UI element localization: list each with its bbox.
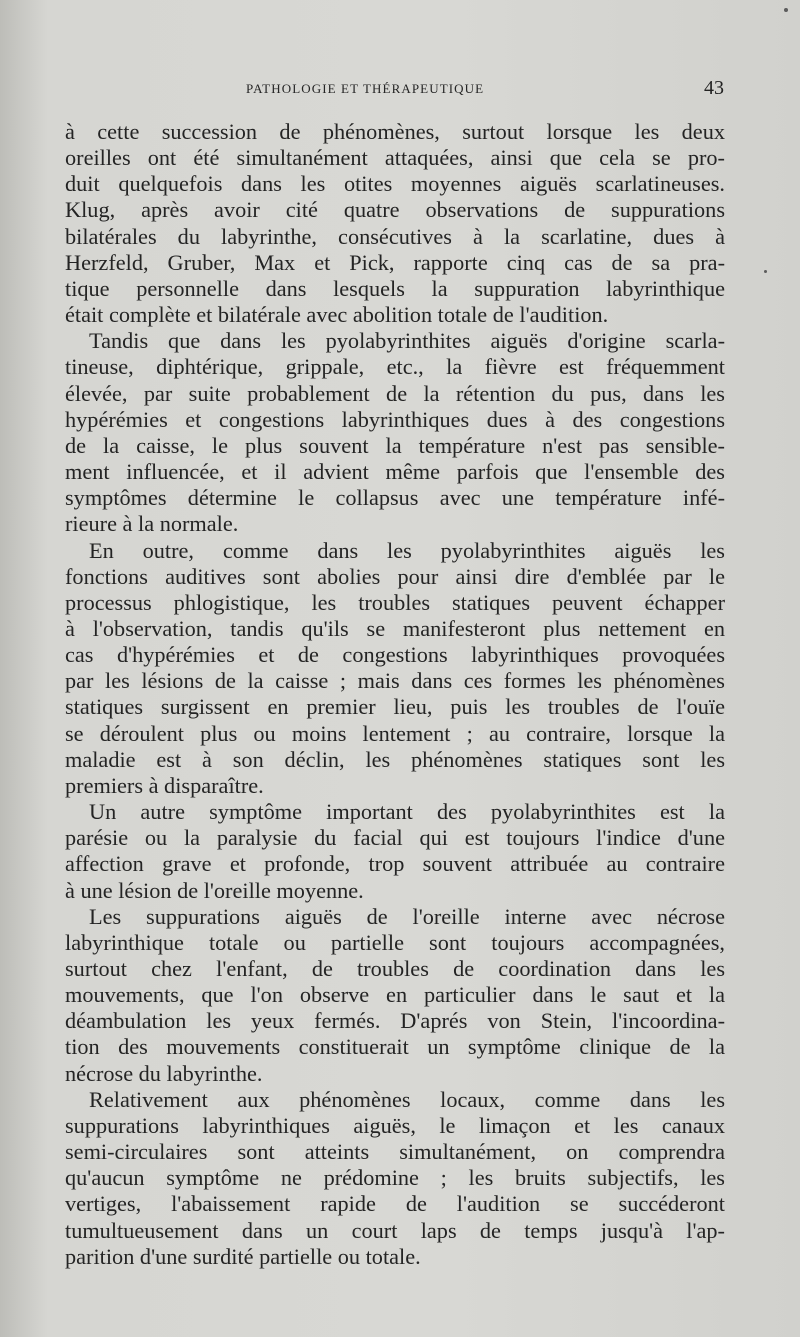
text-line: par les lésions de la caisse ; mais dans ces formes les phénomènes (65, 668, 725, 694)
text-line: Klug, après avoir cité quatre observations de suppurations (65, 197, 725, 223)
page-header (70, 79, 724, 101)
text-line: Herzfeld, Gruber, Max et Pick, rapporte cinq cas de sa pra- (65, 249, 725, 275)
text-line: symptômes détermine le collapsus avec une température infé- (65, 485, 725, 511)
text-line: rieure à la normale. (65, 511, 239, 537)
text-line: statiques surgissent en premier lieu, puis les troubles de l'ouïe (65, 694, 725, 720)
text-line: hypérémies et congestions labyrinthiques dues à des congestions (65, 406, 725, 432)
text-line: tion des mouvements constituerait un symptôme clinique de la (65, 1034, 725, 1060)
running-title: PATHOLOGIE ET THÉRAPEUTIQUE (246, 81, 485, 96)
text-line: semi-circulaires sont atteints simultanément, on comprendra (65, 1139, 725, 1165)
text-line: à cette succession de phénomènes, surtout lorsque les deux (65, 119, 725, 144)
text-line: qu'aucun symptôme ne prédomine ; les bruits subjectifs, les (65, 1165, 725, 1191)
text-line: parition d'une surdité partielle ou totale. (65, 1243, 421, 1269)
text-line: Tandis que dans les pyolabyrinthites aiguës d'origine scarla- (89, 328, 725, 354)
text-line: affection grave et profonde, trop souvent attribuée au contraire (65, 851, 725, 877)
text-line: ment influencée, et il advient même parfois que l'ensemble des (65, 459, 725, 485)
text-line: Un autre symptôme important des pyolabyrinthites est la (89, 799, 725, 825)
text-line: tumultueusement dans un court laps de temps jusqu'à l'ap- (65, 1217, 725, 1243)
text-line: parésie ou la paralysie du facial qui est toujours l'indice d'une (65, 825, 725, 851)
text-line: vertiges, l'abaissement rapide de l'audition se succéderont (65, 1191, 725, 1217)
text-line: était complète et bilatérale avec abolition totale de l'audition. (65, 302, 609, 328)
text-line: En outre, comme dans les pyolabyrinthites aiguës les (89, 537, 725, 563)
text-line: labyrinthique totale ou partielle sont toujours accompagnées, (65, 929, 725, 955)
body-text (65, 119, 725, 1270)
paper-speck (764, 270, 767, 273)
text-line: de la caisse, le plus souvent la température n'est pas sensible- (65, 432, 725, 458)
text-line: Les suppurations aiguës de l'oreille interne avec nécrose (89, 903, 725, 929)
text-line: tique personnelle dans lesquels la suppuration labyrinthique (65, 275, 725, 301)
text-line: maladie est à son déclin, les phénomènes statiques sont les (65, 746, 725, 772)
text-line: déambulation les yeux fermés. D'aprés von Stein, l'incoordina- (65, 1008, 725, 1034)
text-line: élevée, par suite probablement de la rétention du pus, dans les (65, 380, 725, 406)
text-line: nécrose du labyrinthe. (65, 1060, 263, 1086)
text-line: se déroulent plus ou moins lentement ; au contraire, lorsque la (65, 720, 725, 746)
text-line: cas d'hypérémies et de congestions labyrinthiques provoquées (65, 642, 725, 668)
text-line: processus phlogistique, les troubles statiques peuvent échapper (65, 589, 725, 615)
text-line: Relativement aux phénomènes locaux, comme dans les (89, 1086, 725, 1112)
text-line: oreilles ont été simultanément attaquées, ainsi que cela se pro- (65, 145, 725, 171)
text-line: premiers à disparaître. (65, 772, 264, 798)
text-line: tineuse, diphtérique, grippale, etc., la fièvre est fréquemment (65, 354, 725, 380)
text-line: à une lésion de l'oreille moyenne. (65, 877, 364, 903)
text-line: bilatérales du labyrinthe, consécutives à la scarlatine, dues à (65, 223, 725, 249)
text-line: à l'observation, tandis qu'ils se manifesteront plus nettement en (65, 615, 725, 641)
text-line: fonctions auditives sont abolies pour ainsi dire d'emblée par le (65, 563, 725, 589)
paper-speck (784, 8, 788, 12)
text-line: duit quelquefois dans les otites moyennes aiguës scarlatineuses. (65, 171, 725, 197)
text-line: suppurations labyrinthiques aiguës, le limaçon et les canaux (65, 1112, 725, 1138)
text-line: mouvements, que l'on observe en particulier dans le saut et la (65, 982, 725, 1008)
text-line: surtout chez l'enfant, de troubles de coordination dans les (65, 956, 725, 981)
page-number: 43 (704, 77, 724, 99)
